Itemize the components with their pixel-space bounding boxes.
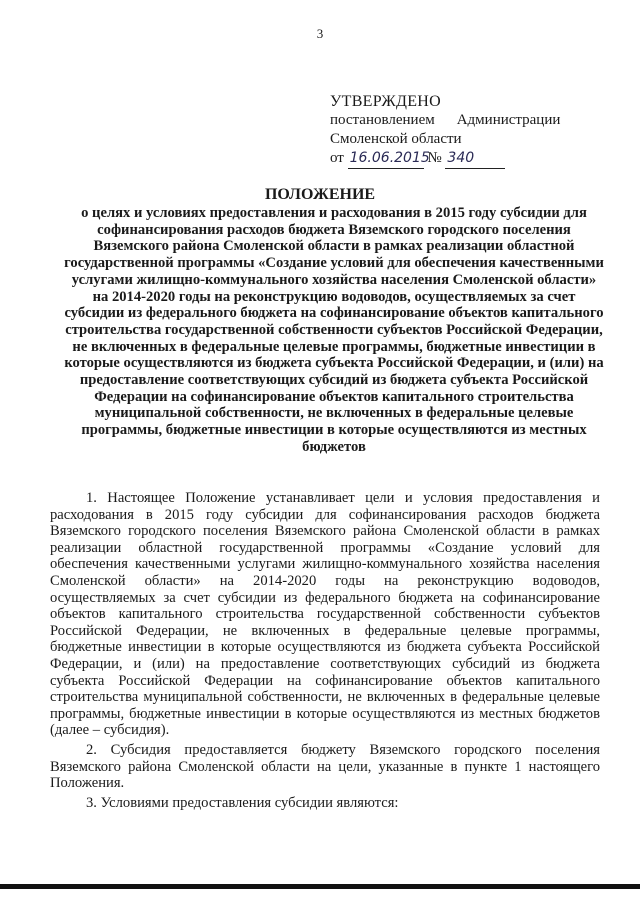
approval-stamp — [330, 92, 610, 169]
document-title: ПОЛОЖЕНИЕ — [264, 186, 376, 203]
document-body — [50, 490, 600, 814]
scan-bottom-edge — [0, 884, 640, 889]
approval-line-2: Смоленской области — [330, 131, 462, 147]
from-label: от — [330, 150, 344, 166]
page-number: 3 — [316, 26, 324, 41]
approval-line-1b: Администрации — [456, 112, 561, 128]
paragraph-2: 2. Субсидия предоставляется бюджету Вяземского городского поселения Вяземского района Смоленской области на цели, указанные в пункте 1 настоящего Положения. — [50, 741, 600, 792]
handwritten-date: 16.06.2015 — [348, 149, 424, 169]
paragraph-1: 1. Настоящее Положение устанавливает цели и условия предоставления и расходования в 2015 году субсидии для софинансирования расходов бюджета Вяземского городского поселения Вяземского района Смоленской области в рамках реализации областной государственной программы «Создание условий для обеспечения качественными услугами жилищно-коммунального хозяйства населения Смоленской области» на 2014-2020 годы на реконструкцию водоводов, осуществляемых за счет субсидии из федерального бюджета на софинансирование объектов капитального строительства государственной собственности субъектов Российской Федерации, не включенных в федеральные целевые программы, бюджетные инвестиции в которые осуществляются из бюджета субъекта Российской Федерации, и (или) на предоставление соответствующих субсидий из бюджета субъекта Российской Федерации на софинансирование объектов капитального строительства муниципальной собственности, не включенных в федеральные целевые программы, бюджетные инвестиции в которые осуществляются из местных бюджетов (далее – субсидия). — [50, 490, 600, 739]
approval-heading: УТВЕРЖДЕНО — [330, 93, 442, 110]
approval-line-1a: постановлением — [330, 112, 435, 128]
handwritten-number: 340 — [445, 149, 505, 169]
document-subtitle: о целях и условиях предоставления и расходования в 2015 году субсидии для софинансирования расходов бюджета Вяземского городского поселения Вяземского района Смоленской области в рамках реализации областной государственной программы «Создание условий для обеспечения качественными услугами жилищно-коммунального хозяйства населения Смоленской области» на 2014-2020 годы на реконструкцию водоводов, осуществляемых за счет субсидии из федерального бюджета на софинансирование объектов капитального строительства государственной собственности субъектов Российской Федерации, не включенных в федеральные целевые программы, бюджетные инвестиции в которые осуществляются из бюджета субъекта Российской Федерации, и (или) на предоставление соответствующих субсидий из бюджета субъекта Российской Федерации на софинансирование объектов капитального строительства муниципальной собственности, не включенных в федеральные целевые программы, бюджетные инвестиции в которые осуществляются из местных бюджетов — [64, 205, 604, 455]
approval-date-line — [330, 149, 610, 169]
number-label: № — [427, 150, 442, 166]
approval-line-1 — [330, 111, 610, 130]
paragraph-3: 3. Условиями предоставления субсидии являются: — [86, 794, 399, 811]
